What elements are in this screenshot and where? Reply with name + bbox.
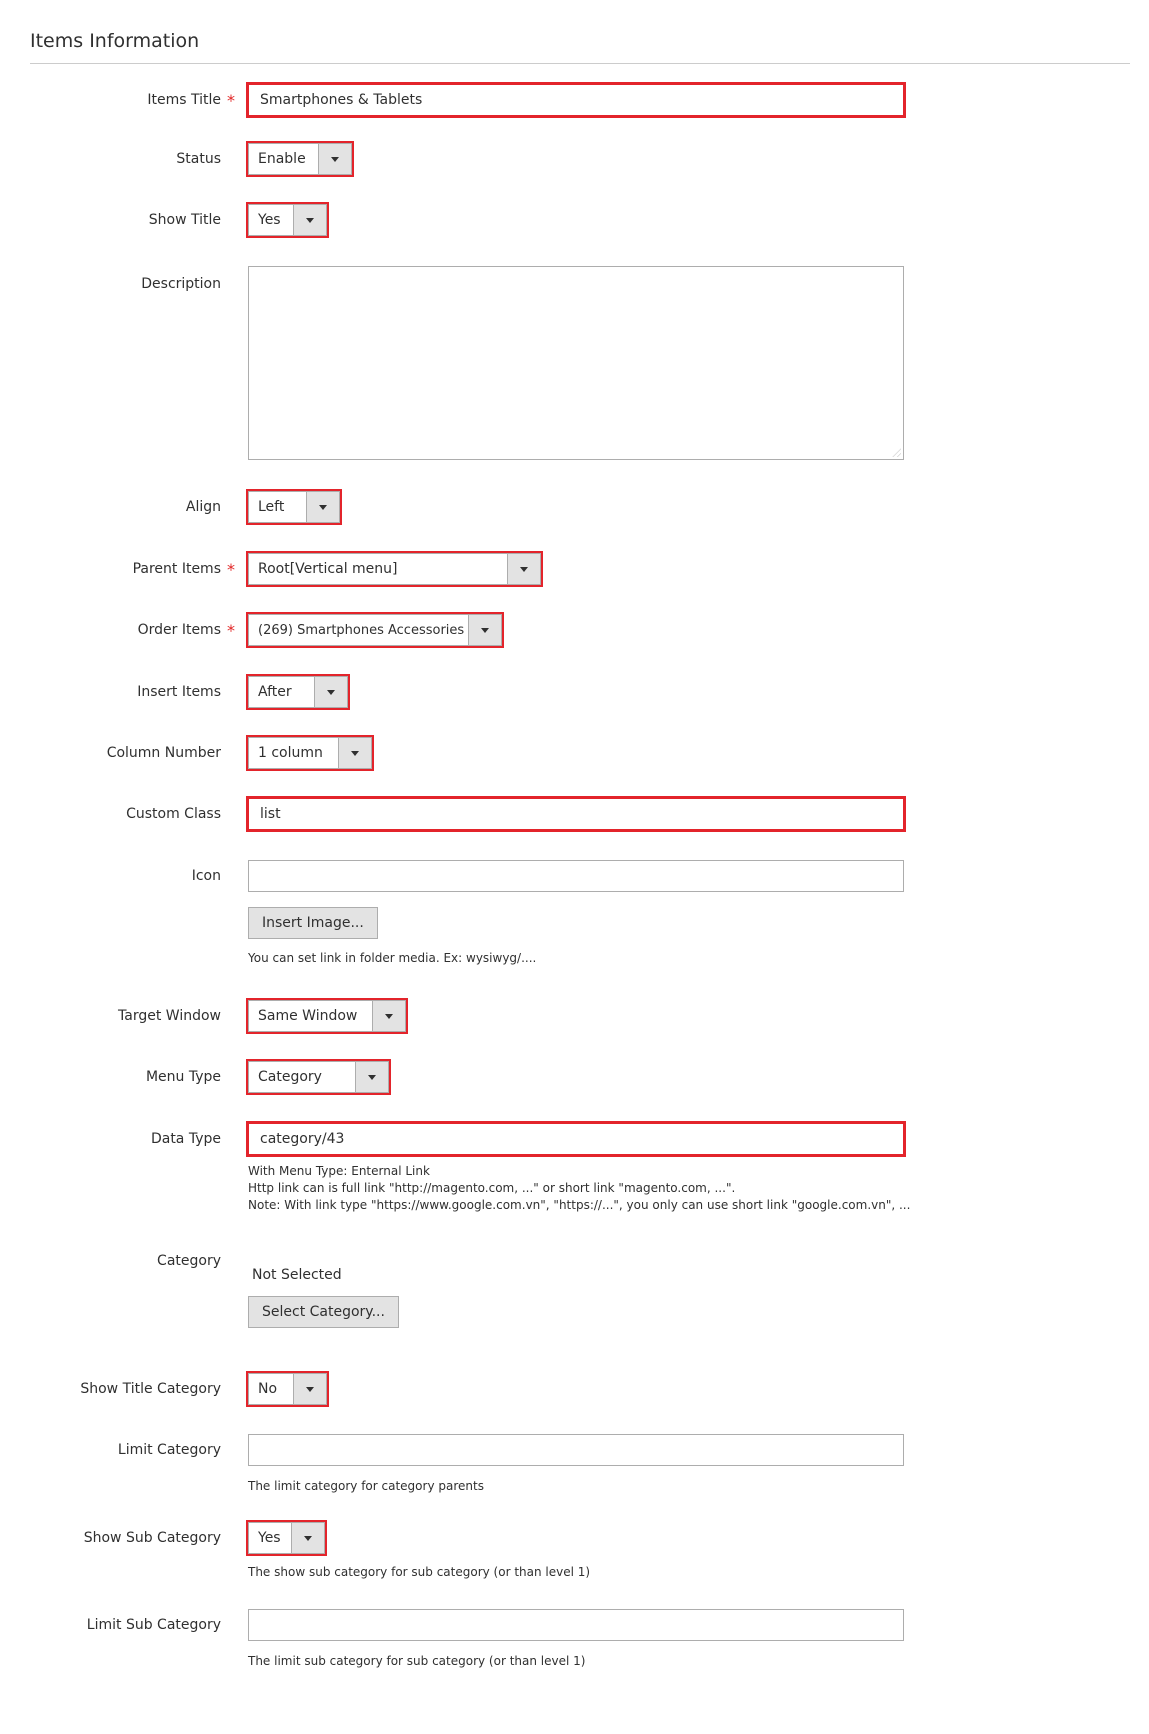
order-items-value: (269) Smartphones Accessories xyxy=(258,623,465,638)
data-type-input[interactable]: category/43 xyxy=(248,1123,904,1155)
chevron-down-icon xyxy=(293,205,326,235)
required-mark: * xyxy=(227,621,235,640)
insert-items-value: After xyxy=(258,684,292,700)
show-sub-category-value: Yes xyxy=(258,1530,281,1546)
order-items-label: Order Items xyxy=(137,622,221,638)
limit-category-note: The limit category for category parents xyxy=(248,1479,484,1493)
chevron-down-icon xyxy=(318,144,351,174)
field-align xyxy=(0,491,1149,523)
target-window-value: Same Window xyxy=(258,1008,358,1024)
icon-note: You can set link in folder media. Ex: wysiwyg/.... xyxy=(248,951,537,965)
resize-handle-icon[interactable] xyxy=(892,448,901,457)
limit-sub-category-input[interactable] xyxy=(248,1609,904,1641)
items-title-label: Items Title xyxy=(147,92,221,108)
show-sub-category-select[interactable] xyxy=(248,1522,325,1554)
required-mark: * xyxy=(227,560,235,579)
insert-image-button[interactable]: Insert Image... xyxy=(248,907,378,939)
data-type-note-3: Note: With link type "https://www.google.com.vn", "https://...", you only can use short link "google.com.vn", ... xyxy=(248,1198,911,1212)
insert-items-label: Insert Items xyxy=(137,684,221,700)
status-label: Status xyxy=(176,151,221,167)
align-select[interactable] xyxy=(248,491,340,523)
chevron-down-icon xyxy=(507,554,540,584)
description-textarea[interactable] xyxy=(248,266,904,460)
show-title-category-select[interactable] xyxy=(248,1373,327,1405)
field-show-title-category xyxy=(0,1373,1149,1405)
status-select[interactable] xyxy=(248,143,352,175)
field-description xyxy=(0,266,1149,460)
column-number-value: 1 column xyxy=(258,745,323,761)
show-sub-category-note: The show sub category for sub category (or than level 1) xyxy=(248,1565,591,1579)
field-insert-items xyxy=(0,676,1149,708)
field-parent-items xyxy=(0,553,1149,585)
parent-items-select[interactable] xyxy=(248,553,541,585)
chevron-down-icon xyxy=(293,1374,326,1404)
select-category-button[interactable]: Select Category... xyxy=(248,1296,399,1328)
chevron-down-icon xyxy=(372,1001,405,1031)
parent-items-value: Root[Vertical menu] xyxy=(258,561,398,577)
description-label: Description xyxy=(141,276,221,292)
chevron-down-icon xyxy=(314,677,347,707)
limit-sub-category-note: The limit sub category for sub category (or than level 1) xyxy=(248,1654,586,1668)
field-order-items xyxy=(0,614,1149,646)
data-type-note-2: Http link can is full link "http://magento.com, ..." or short link "magento.com, ...". xyxy=(248,1181,736,1195)
chevron-down-icon xyxy=(306,492,339,522)
category-selected-text: Not Selected xyxy=(252,1267,342,1283)
icon-input[interactable] xyxy=(248,860,904,892)
show-title-select[interactable] xyxy=(248,204,327,236)
custom-class-label: Custom Class xyxy=(126,806,221,822)
target-window-select[interactable] xyxy=(248,1000,406,1032)
status-value: Enable xyxy=(258,151,306,167)
section-title: Items Information xyxy=(30,30,200,52)
chevron-down-icon xyxy=(291,1523,324,1553)
menu-type-label: Menu Type xyxy=(145,1069,221,1085)
chevron-down-icon xyxy=(468,615,501,645)
show-title-category-value: No xyxy=(258,1381,278,1397)
custom-class-input[interactable]: list xyxy=(248,798,904,830)
menu-type-value: Category xyxy=(258,1069,322,1085)
icon-label: Icon xyxy=(191,868,221,884)
show-title-label: Show Title xyxy=(148,212,221,228)
limit-category-label: Limit Category xyxy=(117,1442,221,1458)
limit-sub-category-label: Limit Sub Category xyxy=(86,1617,221,1633)
show-title-value: Yes xyxy=(258,212,281,228)
column-number-label: Column Number xyxy=(106,745,221,761)
section-divider xyxy=(30,63,1130,64)
show-title-category-label: Show Title Category xyxy=(80,1381,221,1397)
align-value: Left xyxy=(258,499,285,515)
parent-items-label: Parent Items xyxy=(132,561,221,577)
target-window-label: Target Window xyxy=(118,1008,221,1024)
field-status xyxy=(0,143,1149,175)
chevron-down-icon xyxy=(338,738,371,768)
field-show-title xyxy=(0,204,1149,236)
items-title-input[interactable]: Smartphones & Tablets xyxy=(248,84,904,116)
align-label: Align xyxy=(185,499,221,515)
menu-type-select[interactable] xyxy=(248,1061,389,1093)
field-target-window xyxy=(0,1000,1149,1032)
data-type-note-1: With Menu Type: Enternal Link xyxy=(248,1164,430,1178)
field-show-sub-category xyxy=(0,1522,1149,1579)
data-type-label: Data Type xyxy=(150,1131,221,1147)
chevron-down-icon xyxy=(355,1062,388,1092)
insert-items-select[interactable] xyxy=(248,676,348,708)
column-number-select[interactable] xyxy=(248,737,372,769)
field-menu-type xyxy=(0,1061,1149,1093)
limit-category-input[interactable] xyxy=(248,1434,904,1466)
field-column-number xyxy=(0,737,1149,769)
order-items-select[interactable] xyxy=(248,614,502,646)
category-label: Category xyxy=(157,1253,221,1269)
show-sub-category-label: Show Sub Category xyxy=(83,1530,221,1546)
required-mark: * xyxy=(227,91,235,110)
